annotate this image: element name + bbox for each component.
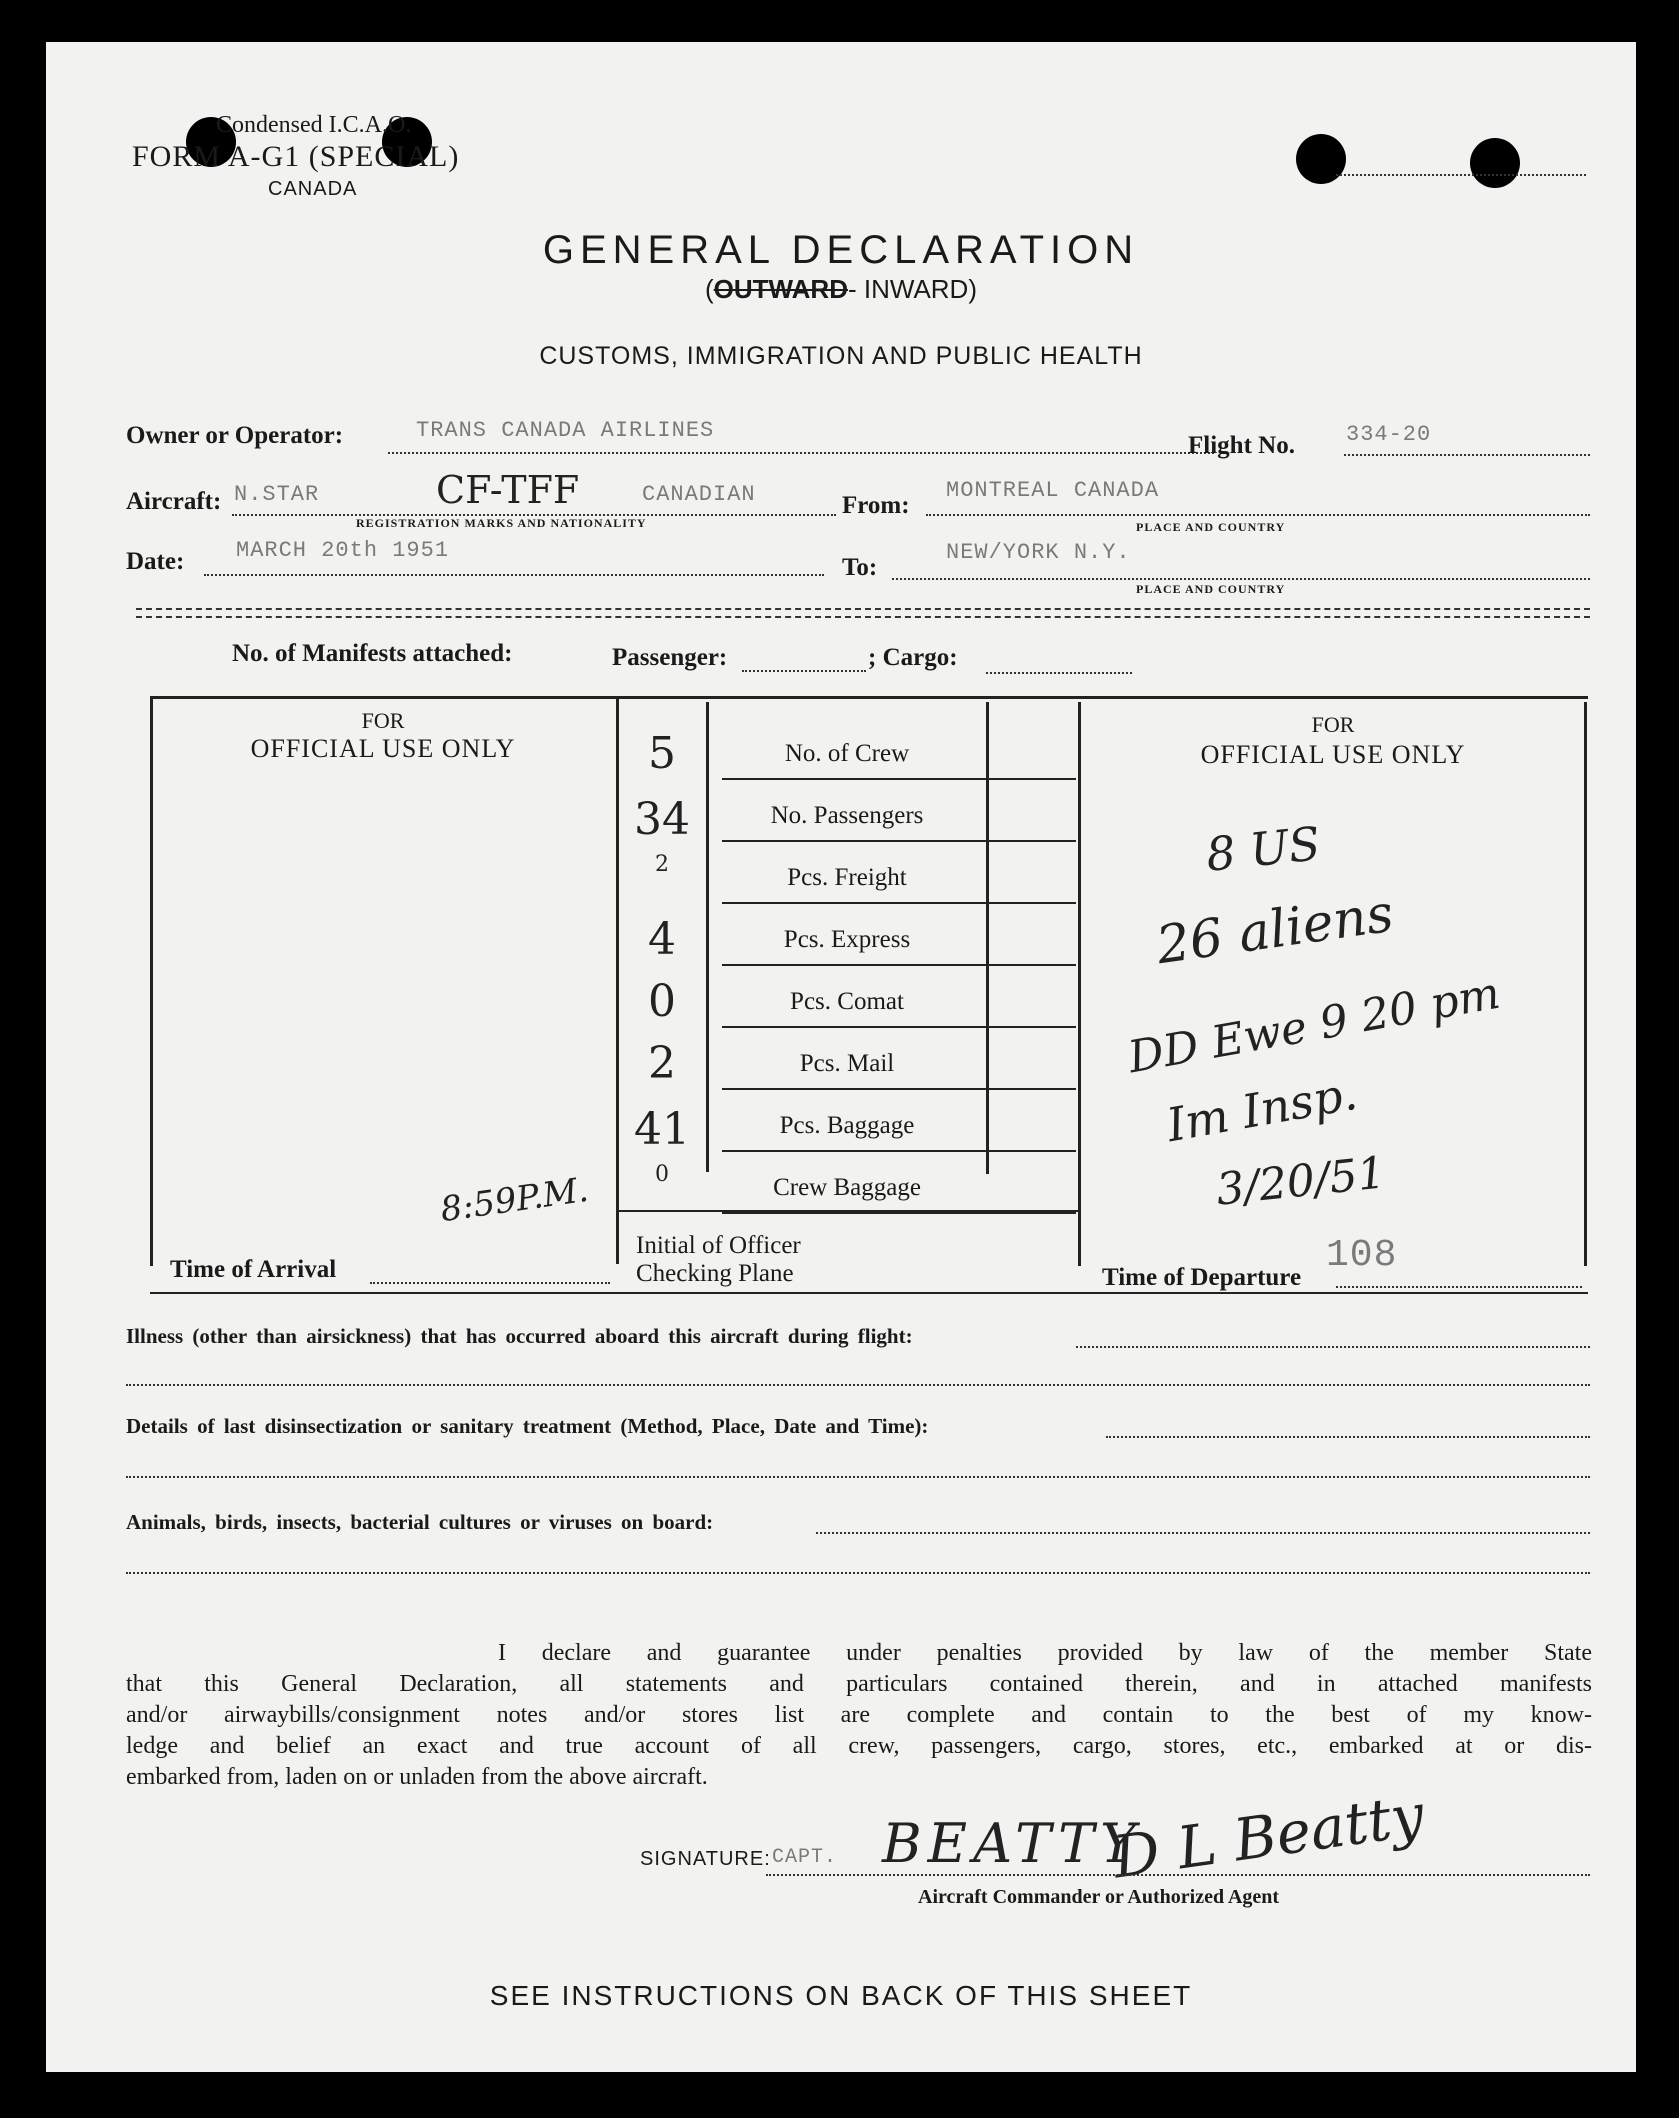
signature-line — [766, 1874, 1590, 1876]
row-rule — [722, 902, 1076, 904]
table-right — [1584, 702, 1587, 1266]
aircraft-nationality: CANADIAN — [642, 482, 756, 507]
aircraft-typed: N.STAR — [234, 482, 320, 507]
row-rule — [722, 778, 1076, 780]
note-officer: DD Ewe 9 20 pm — [1124, 967, 1504, 1084]
punch-hole — [1470, 138, 1520, 188]
row-value: 0 — [655, 1162, 669, 1187]
cargo-manifest-line — [986, 672, 1132, 674]
outward-struck: OUTWARD — [713, 274, 848, 304]
subtitle: CUSTOMS, IMMIGRATION AND PUBLIC HEALTH — [539, 342, 1143, 370]
reg-caption: REGISTRATION MARKS AND NATIONALITY — [356, 516, 647, 530]
animals-line-2 — [126, 1572, 1590, 1574]
row-rule — [722, 1026, 1076, 1028]
date-line — [204, 574, 824, 576]
note-insp: Im Insp. — [1162, 1065, 1362, 1153]
to-caption: PLACE AND COUNTRY — [1136, 582, 1286, 596]
arrival-label: Time of Arrival — [170, 1256, 337, 1283]
officer-label-1: Initial of Officer — [636, 1232, 801, 1259]
table-top — [150, 696, 1588, 699]
table-bottom — [150, 1292, 1588, 1294]
flight-line — [1344, 454, 1590, 456]
signature-hand: D L Beatty — [1108, 1780, 1429, 1892]
declaration-sheet — [46, 42, 1636, 2072]
to-line — [892, 578, 1590, 580]
row-rule — [722, 1088, 1076, 1090]
disinsect-line-1 — [1106, 1436, 1590, 1438]
row-value: 2 — [655, 852, 669, 877]
disinsect-label: Details of last disinsectization or sanitary treatment (Method, Place, Date and Time): — [126, 1414, 929, 1438]
aircraft-hand: CF-TFF — [436, 468, 580, 512]
declaration-line-2: that this General Declaration, all statements and particulars contained therein, and in attached manifests — [126, 1671, 1592, 1697]
to-label: To: — [842, 554, 878, 581]
header-divider-2 — [136, 616, 1590, 618]
declaration-line-5: embarked from, laden on or unladen from the above aircraft. — [126, 1764, 708, 1790]
row-value: 2 — [648, 1038, 676, 1089]
row-label: Pcs. Mail — [799, 1050, 895, 1077]
page-title: GENERAL DECLARATION — [542, 228, 1140, 272]
signature-hand-print: BEATTY — [882, 1812, 1142, 1875]
to-value: NEW/YORK N.Y. — [946, 540, 1131, 565]
date-label: Date: — [126, 548, 185, 575]
officer-label-2: Checking Plane — [636, 1260, 794, 1287]
punch-hole — [1296, 134, 1346, 184]
owner-value: TRANS CANADA AIRLINES — [416, 418, 715, 443]
form-id: FORM A-G1 (SPECIAL) — [132, 140, 460, 173]
direction: (OUTWARD- INWARD) — [704, 274, 977, 304]
row-value: 4 — [648, 914, 676, 965]
row-value: 41 — [634, 1104, 690, 1155]
owner-label: Owner or Operator: — [126, 422, 344, 449]
signature-label: SIGNATURE: — [640, 1848, 771, 1870]
manifests-label: No. of Manifests attached: — [232, 640, 513, 667]
left-official: OFFICIAL USE ONLY — [250, 734, 516, 763]
header-divider — [136, 608, 1590, 610]
from-value: MONTREAL CANADA — [946, 478, 1160, 503]
from-label: From: — [842, 492, 910, 519]
arrival-time-hand: 8:59P.M. — [437, 1169, 591, 1231]
footer-instructions: SEE INSTRUCTIONS ON BACK OF THIS SHEET — [489, 1980, 1193, 2011]
note-date: 3/20/51 — [1213, 1147, 1388, 1216]
row-value: 0 — [648, 976, 676, 1027]
cargo-manifest-label: ; Cargo: — [868, 644, 958, 671]
animals-label: Animals, birds, insects, bacterial cultures or viruses on board: — [126, 1510, 714, 1534]
row-label: No. Passengers — [770, 802, 924, 829]
top-right-line — [1336, 174, 1586, 176]
left-for: FOR — [361, 708, 405, 733]
row-label: Pcs. Freight — [787, 864, 907, 891]
flight-label: Flight No. — [1188, 432, 1295, 459]
signature-typed: CAPT. — [772, 1846, 838, 1869]
row-label: Pcs. Express — [783, 926, 911, 953]
signature-caption: Aircraft Commander or Authorized Agent — [918, 1886, 1280, 1908]
note-us: 8 US — [1203, 816, 1323, 882]
officer-line — [618, 1210, 1080, 1212]
right-official: OFFICIAL USE ONLY — [1200, 740, 1466, 769]
departure-label: Time of Departure — [1102, 1264, 1302, 1291]
from-caption: PLACE AND COUNTRY — [1136, 520, 1286, 534]
owner-line — [388, 452, 1214, 454]
illness-line-2 — [126, 1384, 1590, 1386]
illness-line-1 — [1076, 1346, 1590, 1348]
departure-line — [1336, 1286, 1582, 1288]
animals-line-1 — [816, 1532, 1590, 1534]
table-divider-3 — [986, 702, 989, 1174]
table-divider-4 — [1078, 702, 1081, 1266]
icao-condensed: Condensed I.C.A.O. — [216, 112, 412, 138]
declaration-line-4: ledge and belief an exact and true account of all crew, passengers, cargo, stores, etc., embarked at or dis- — [126, 1733, 1592, 1759]
note-aliens: 26 aliens — [1152, 883, 1397, 977]
declaration-line-1: I declare and guarantee under penalties provided by law of the member State — [498, 1640, 1592, 1666]
row-label: Pcs. Baggage — [779, 1112, 915, 1139]
row-label: Crew Baggage — [773, 1174, 921, 1201]
row-value: 5 — [648, 728, 676, 779]
table-left — [150, 696, 153, 1266]
passenger-manifest-label: Passenger: — [612, 644, 728, 671]
from-line — [926, 514, 1590, 516]
flight-value: 334-20 — [1346, 422, 1432, 447]
date-value: MARCH 20th 1951 — [236, 538, 450, 563]
row-rule — [722, 1212, 1076, 1214]
row-rule — [722, 840, 1076, 842]
passenger-manifest-line — [742, 670, 866, 672]
row-rule — [722, 964, 1076, 966]
declaration-line-3: and/or airwaybills/consignment notes and/or stores list are complete and contain to the best of my know- — [126, 1702, 1592, 1728]
arrival-line — [370, 1282, 610, 1284]
disinsect-line-2 — [126, 1476, 1590, 1478]
departure-value: 108 — [1326, 1234, 1398, 1277]
row-value: 34 — [634, 794, 690, 845]
right-for: FOR — [1311, 712, 1355, 737]
row-rule — [722, 1150, 1076, 1152]
form-country: CANADA — [268, 178, 358, 200]
inward-label: - INWARD) — [847, 274, 977, 304]
illness-label: Illness (other than airsickness) that has occurred aboard this aircraft during flight: — [126, 1324, 913, 1348]
row-label: Pcs. Comat — [790, 988, 904, 1015]
aircraft-label: Aircraft: — [126, 488, 222, 515]
row-label: No. of Crew — [784, 740, 910, 767]
